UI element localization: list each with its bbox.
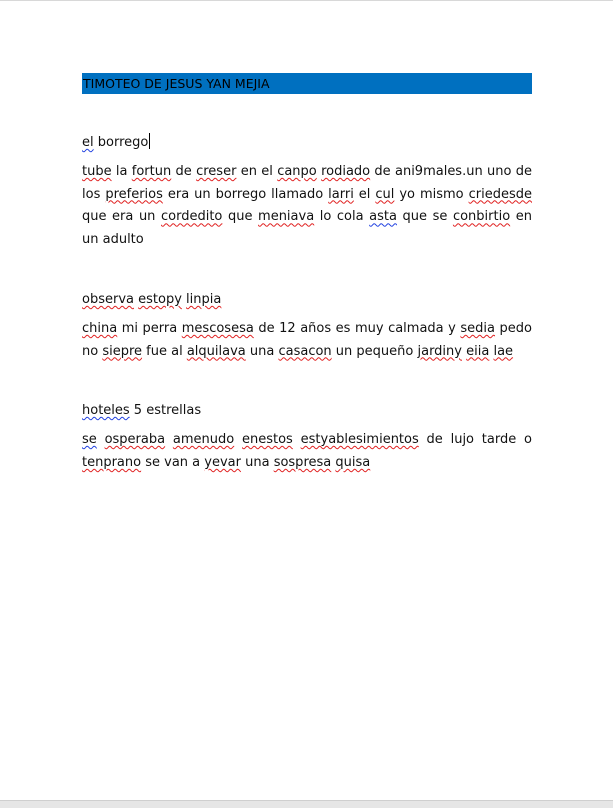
section-paragraph[interactable] <box>82 429 532 474</box>
text-run: el <box>353 186 376 202</box>
spelling-error-word: observa <box>82 291 134 307</box>
spelling-error-word: estyablesimientos <box>300 432 419 448</box>
section-heading[interactable] <box>82 133 532 153</box>
spelling-error-word: eiia <box>466 343 490 359</box>
section-heading[interactable] <box>82 290 532 310</box>
section-heading-text <box>82 135 148 150</box>
text-run: de ani9males.un uno de los <box>82 164 532 202</box>
spelling-error-word: preferios <box>105 186 163 202</box>
spelling-error-word: cordedito <box>161 209 223 225</box>
spelling-error-word: criedesde <box>468 186 532 202</box>
text-run: que <box>222 209 259 225</box>
grammar-flagged-word: asta <box>369 209 397 225</box>
text-run: la <box>111 164 132 179</box>
text-run: de lujo tarde o <box>418 432 532 448</box>
text-run: fue al <box>142 343 187 359</box>
text-run: de <box>171 164 197 179</box>
spelling-error-word: creser <box>196 164 237 179</box>
spelling-error-word: sospresa <box>273 454 332 470</box>
text-run: de 12 años es muy calmada y <box>253 320 461 336</box>
spelling-error-word: china <box>82 320 118 336</box>
spelling-error-word: tube <box>82 164 112 179</box>
text-run: era un borrego llamado <box>162 186 329 202</box>
spelling-error-word: lae <box>493 343 514 359</box>
spelling-error-word: larri <box>328 186 354 202</box>
text-cursor <box>149 133 150 149</box>
section-paragraph[interactable] <box>82 318 532 363</box>
spelling-error-word: cul <box>375 186 395 202</box>
spelling-error-word: meniava <box>258 209 315 225</box>
text-run <box>293 432 301 447</box>
spelling-error-word: enestos <box>242 432 293 448</box>
spelling-error-word: estopy <box>138 291 182 307</box>
spelling-error-word: tenprano <box>82 454 142 470</box>
grammar-flagged-word: el <box>82 135 94 150</box>
spelling-error-word: mescosesa <box>181 320 254 336</box>
spelling-error-word: siepre <box>102 343 143 359</box>
spelling-error-word: jardiny <box>417 343 462 359</box>
section-heading-text <box>82 403 201 418</box>
spelling-error-word: linpia <box>186 291 222 307</box>
text-run: una <box>240 454 274 470</box>
text-run <box>97 432 105 447</box>
spelling-error-word: fortun <box>131 164 172 179</box>
text-run: se van a <box>141 454 205 470</box>
section-paragraph[interactable] <box>82 161 532 252</box>
spelling-error-word: sedia <box>460 320 496 336</box>
spelling-error-word: conbirtio <box>452 209 511 225</box>
text-run: mi perra <box>117 320 182 336</box>
text-run: en el <box>236 164 278 179</box>
text-run: en un adulto <box>82 209 532 248</box>
section-heading[interactable] <box>82 401 532 421</box>
document-title-text: TIMOTEO DE JESUS YAN MEJIA <box>83 76 270 91</box>
spelling-error-word: canpo <box>277 164 317 179</box>
text-run: que se <box>396 209 453 225</box>
grammar-flagged-word: se <box>82 432 97 448</box>
spelling-error-word: casacon <box>278 343 332 359</box>
grammar-flagged-word: hoteles <box>82 403 130 419</box>
document-body[interactable] <box>82 73 532 475</box>
text-run: yo mismo <box>394 186 469 202</box>
spelling-error-word: yevar <box>204 454 241 470</box>
text-run: un pequeño <box>331 343 418 359</box>
text-run: una <box>245 343 279 359</box>
text-run: pedo no <box>82 320 532 359</box>
spelling-error-word: alquilava <box>186 343 246 359</box>
text-run: que era un <box>82 209 161 225</box>
spelling-error-word: osperaba <box>104 432 166 448</box>
text-run <box>165 432 173 447</box>
text-run <box>234 432 242 447</box>
spelling-error-word: rodiado <box>321 164 371 179</box>
spelling-error-word: quisa <box>335 454 371 470</box>
spelling-error-word: amenudo <box>172 432 235 448</box>
page-gap <box>0 800 613 808</box>
text-run: borrego <box>93 135 149 150</box>
text-run: 5 estrellas <box>129 403 202 419</box>
document-title[interactable] <box>82 73 532 94</box>
section-heading-text <box>82 292 221 307</box>
text-run: lo cola <box>314 209 370 225</box>
